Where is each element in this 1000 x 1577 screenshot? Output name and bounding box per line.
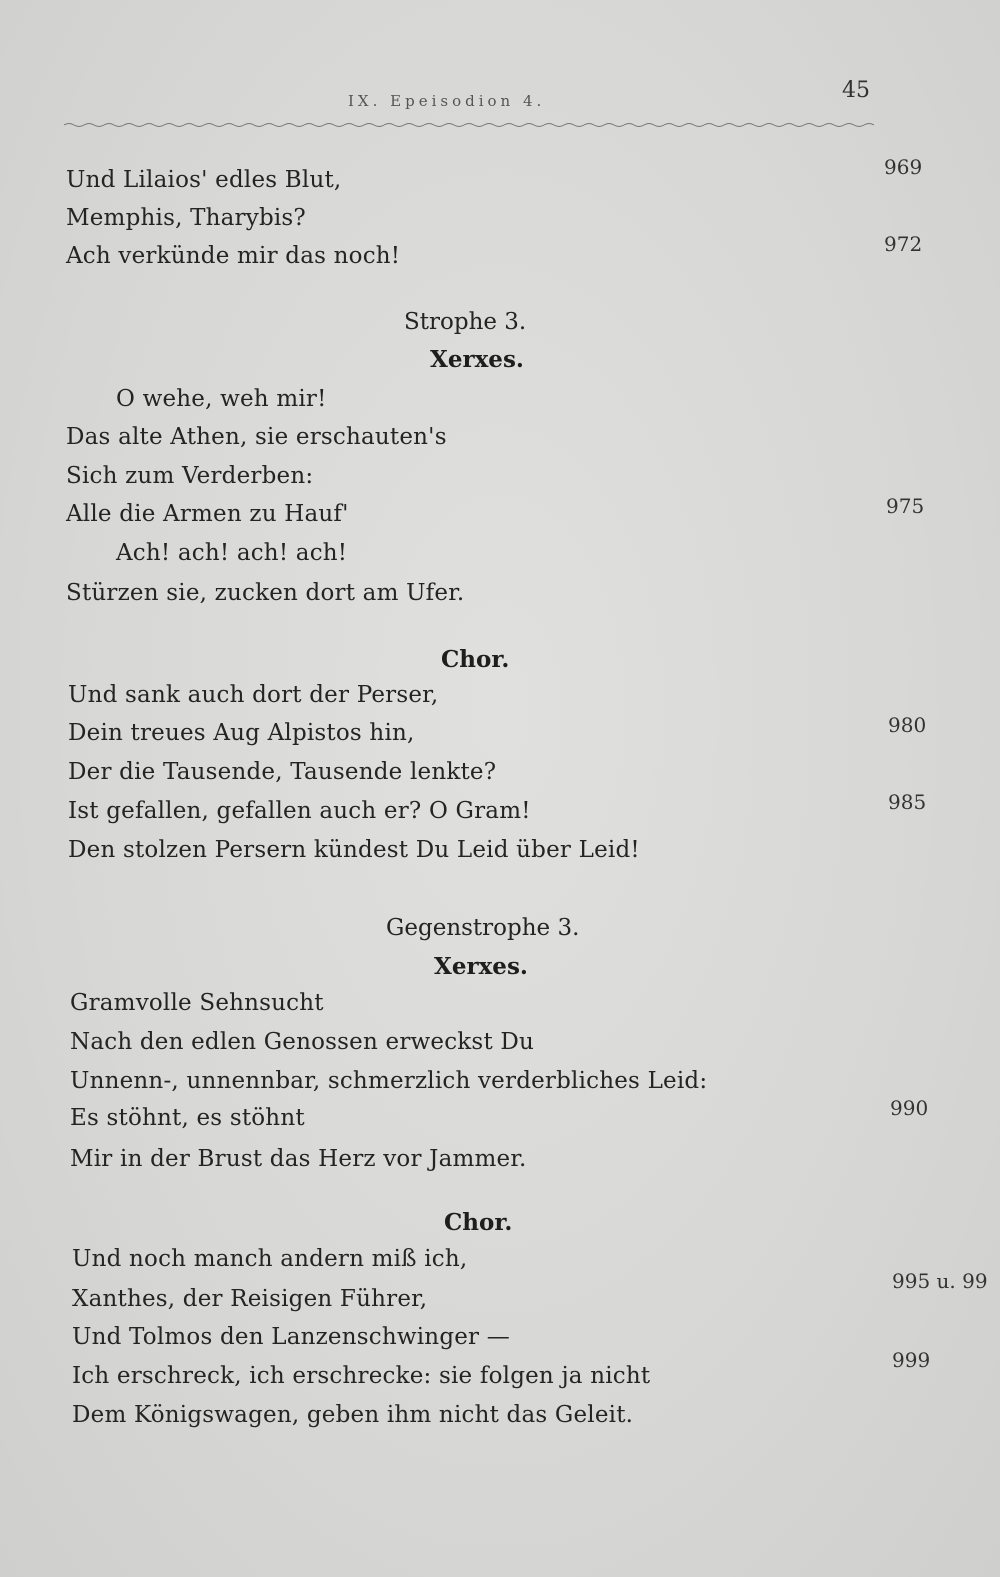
verse-line: Ich erschreck, ich erschrecke: sie folgen ja nicht (72, 1363, 651, 1389)
verse-line: Gramvolle Sehnsucht (70, 990, 324, 1016)
verse-line: Den stolzen Persern kündest Du Leid über Leid! (68, 837, 640, 863)
speaker-name: Chor. (444, 1209, 513, 1236)
verse-line: Und noch manch andern miß ich, (72, 1246, 468, 1272)
line-number: 985 (888, 790, 927, 814)
verse-line: Alle die Armen zu Hauf' (66, 501, 349, 527)
section-heading: Gegenstrophe 3. (386, 915, 580, 941)
page-number: 45 (842, 78, 870, 103)
line-number: 999 (892, 1348, 931, 1372)
verse-line: Und Tolmos den Lanzenschwinger — (72, 1324, 510, 1350)
header-rule (64, 122, 874, 128)
verse-line: Nach den edlen Genossen erweckst Du (70, 1029, 535, 1055)
verse-line: Dem Königswagen, geben ihm nicht das Geleit. (72, 1402, 634, 1428)
verse-line: Der die Tausende, Tausende lenkte? (68, 759, 497, 785)
section-heading: Strophe 3. (404, 309, 527, 335)
line-number: 995 u. 99 (892, 1269, 988, 1293)
speaker-name: Xerxes. (430, 346, 524, 373)
line-number: 980 (888, 713, 927, 737)
verse-line: Und sank auch dort der Perser, (68, 682, 439, 708)
verse-line: Das alte Athen, sie erschauten's (66, 424, 447, 450)
running-header: IX. Epeisodion 4. (348, 92, 546, 110)
verse-line: Ach! ach! ach! ach! (116, 540, 348, 566)
line-number: 990 (890, 1096, 929, 1120)
verse-line: Stürzen sie, zucken dort am Ufer. (66, 580, 465, 606)
line-number: 969 (884, 155, 923, 179)
verse-line: Und Lilaios' edles Blut, (66, 167, 342, 193)
verse-line: Memphis, Tharybis? (66, 205, 306, 231)
speaker-name: Xerxes. (434, 953, 528, 980)
verse-line: Ach verkünde mir das noch! (66, 243, 401, 269)
verse-line: Es stöhnt, es stöhnt (70, 1105, 305, 1131)
verse-line: Mir in der Brust das Herz vor Jammer. (70, 1146, 527, 1172)
verse-line: Unnenn-, unnennbar, schmerzlich verderbliches Leid: (70, 1068, 708, 1094)
speaker-name: Chor. (441, 646, 510, 673)
verse-line: Xanthes, der Reisigen Führer, (72, 1286, 428, 1312)
verse-line: Sich zum Verderben: (66, 463, 314, 489)
line-number: 972 (884, 232, 923, 256)
line-number: 975 (886, 494, 925, 518)
verse-line: O wehe, weh mir! (116, 386, 327, 412)
verse-line: Ist gefallen, gefallen auch er? O Gram! (68, 798, 531, 824)
verse-line: Dein treues Aug Alpistos hin, (68, 720, 415, 746)
